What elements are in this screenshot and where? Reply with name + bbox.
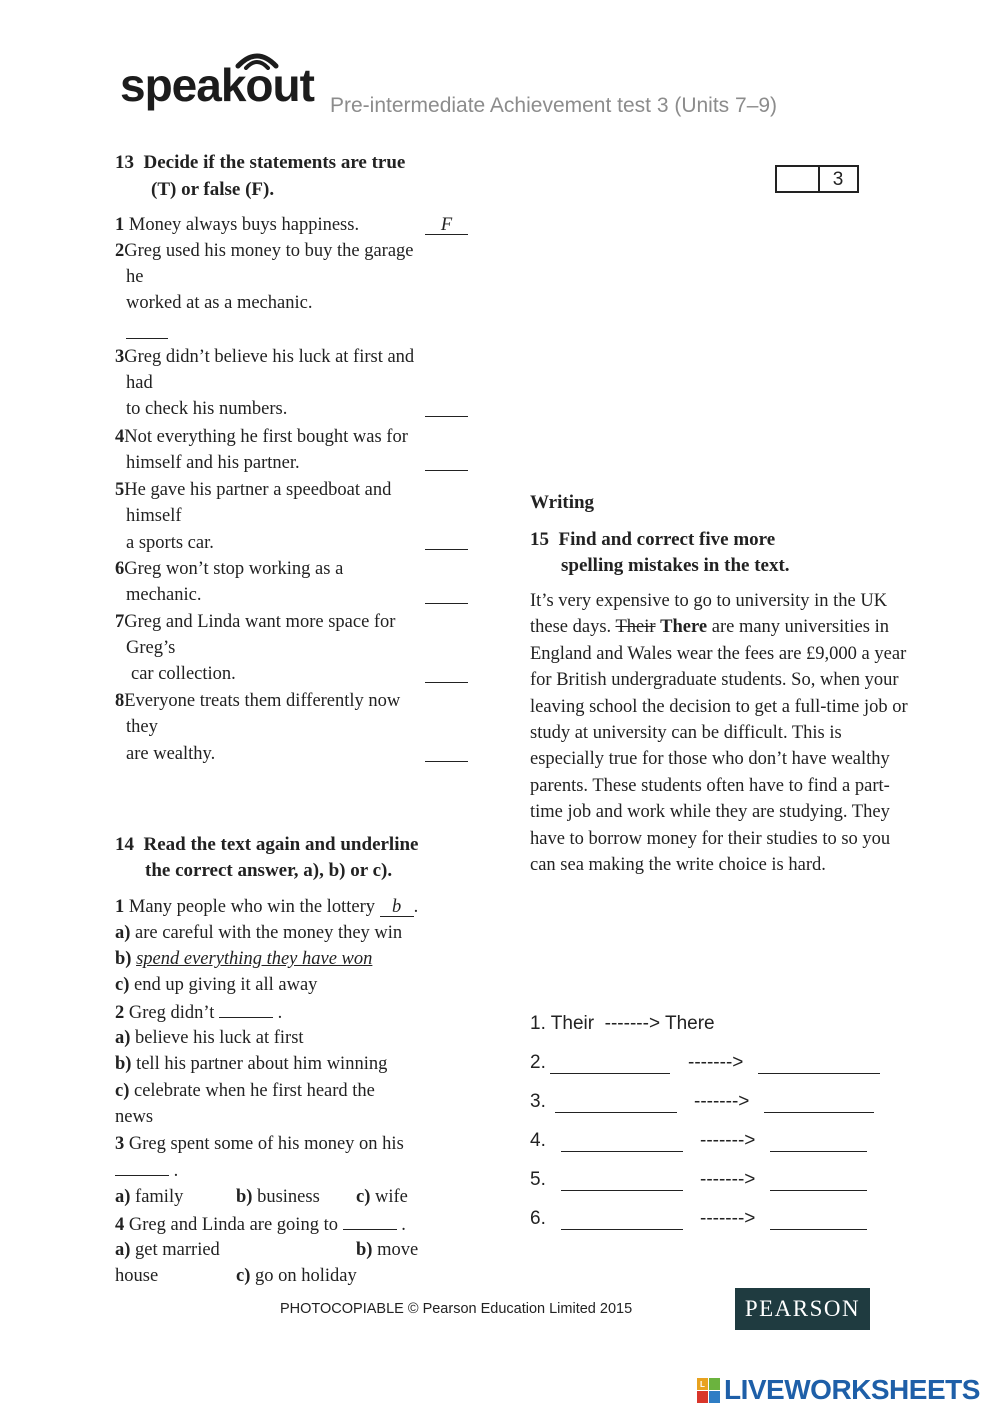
correction-row-3-arrow: ------->	[694, 1091, 750, 1112]
q13-answer-4[interactable]	[425, 452, 468, 471]
q14-q1-option-b[interactable]: b) spend everything they have won	[115, 949, 373, 969]
q13-heading: 13 Decide if the statements are true	[115, 152, 406, 173]
speakout-logo: speakout	[120, 59, 314, 111]
score-value: 3	[832, 169, 844, 190]
q13-item-1: 1 Money always buys happiness.	[115, 215, 360, 235]
struck-word: Their	[615, 617, 656, 638]
q15-heading-line2: spelling mistakes in the text.	[561, 555, 790, 576]
q14-q4-option-b-line2: house	[115, 1266, 159, 1286]
q14-q3-option-c[interactable]: c) wife	[356, 1187, 408, 1207]
q13-item-7-line2: Greg’s	[126, 638, 176, 658]
correction-row-6-arrow: ------->	[700, 1208, 756, 1229]
q14-q3-option-a[interactable]: a) family	[115, 1187, 184, 1207]
correction-3-right[interactable]	[764, 1096, 874, 1113]
liveworksheets-watermark: LIVEWORKSHEETS	[724, 1374, 980, 1405]
liveworksheets-badge-icon	[697, 1378, 721, 1404]
q13-item-6: 6Greg won’t stop working as a	[115, 559, 344, 579]
q14-q4-option-b[interactable]: b) move	[356, 1240, 419, 1260]
q13-heading-line2: (T) or false (F).	[151, 179, 275, 200]
q15-heading: 15 Find and correct five more	[530, 529, 776, 550]
correction-row-3-num: 3.	[530, 1091, 546, 1112]
correction-row-5-arrow: ------->	[700, 1169, 756, 1190]
q14-q2-option-b[interactable]: b) tell his partner about him winning	[115, 1054, 388, 1074]
q14-heading: 14 Read the text again and underline	[115, 834, 419, 855]
q13-answer-2[interactable]	[126, 320, 168, 339]
correction-5-wrong[interactable]	[561, 1174, 683, 1191]
q13-item-6-line2: mechanic.	[126, 585, 202, 605]
q13-answer-1[interactable]: F	[425, 212, 468, 235]
q13-answer-3[interactable]	[425, 398, 468, 417]
correction-6-wrong[interactable]	[561, 1213, 683, 1230]
correction-4-right[interactable]	[770, 1135, 867, 1152]
page-subtitle: Pre-intermediate Achievement test 3 (Units 7–9)	[330, 94, 778, 117]
q13-item-2-line3: worked at as a mechanic.	[126, 293, 313, 313]
q13-item-8-line3: are wealthy.	[126, 744, 216, 764]
q13-answer-7[interactable]	[425, 664, 468, 683]
correction-6-right[interactable]	[770, 1213, 867, 1230]
q13-item-2: 2Greg used his money to buy the garage	[115, 241, 414, 261]
q14-q2-option-c[interactable]: c) celebrate when he first heard the	[115, 1081, 375, 1101]
q13-item-5-line3: a sports car.	[126, 533, 214, 553]
writing-heading: Writing	[530, 492, 595, 513]
q13-answer-6[interactable]	[425, 585, 468, 604]
q14-answer-2[interactable]	[219, 999, 273, 1018]
q14-heading-line2: the correct answer, a), b) or c).	[145, 860, 393, 881]
q14-answer-1[interactable]: b	[380, 898, 414, 917]
q14-question-2: 2 Greg didn’t .	[115, 999, 282, 1026]
correction-row-2-arrow: ------->	[688, 1052, 744, 1073]
q14-answer-4[interactable]	[343, 1211, 397, 1230]
q13-item-8-line2: they	[126, 717, 158, 737]
correction-row-6-num: 6.	[530, 1208, 546, 1229]
correction-row-1: 1. Their -------> There	[530, 1013, 715, 1034]
q14-q1-option-a[interactable]: a) are careful with the money they win	[115, 923, 403, 943]
q13-item-3-line3: to check his numbers.	[126, 399, 288, 419]
q14-q3-option-b[interactable]: b) business	[236, 1187, 320, 1207]
q13-item-3-line2: had	[126, 373, 153, 393]
correction-3-wrong[interactable]	[555, 1096, 677, 1113]
pearson-logo: PEARSON	[735, 1288, 870, 1330]
q14-q4-option-a[interactable]: a) get married	[115, 1240, 220, 1260]
q14-q2-option-a[interactable]: a) believe his luck at first	[115, 1028, 304, 1048]
signal-arc-icon	[232, 48, 282, 70]
q14-question-1: 1 Many people who win the lottery b .	[115, 897, 419, 917]
q14-q1-option-c[interactable]: c) end up giving it all away	[115, 975, 318, 995]
q13-item-5: 5He gave his partner a speedboat and	[115, 480, 392, 500]
q13-item-3: 3Greg didn’t believe his luck at first and	[115, 347, 415, 367]
q14-answer-3[interactable]	[115, 1157, 169, 1176]
q13-item-4-line2: himself and his partner.	[126, 453, 300, 473]
corrected-word: There	[660, 617, 708, 638]
q13-answer-5[interactable]	[425, 531, 468, 550]
badge-letter: L	[700, 1380, 705, 1389]
correction-row-2-num: 2.	[530, 1052, 546, 1073]
correction-row-4-num: 4.	[530, 1130, 546, 1151]
q14-q3-blank-line: .	[115, 1157, 178, 1184]
correction-2-wrong[interactable]	[550, 1057, 670, 1074]
q13-item-7-line3: car collection.	[131, 664, 236, 684]
q14-q2-option-c-line2: news	[115, 1107, 154, 1127]
q13-item-4: 4Not everything he first bought was for	[115, 427, 408, 447]
writing-text: It’s very expensive to go to university in the UK these days. Their There are many universities in England and Wales wear the fees are £9,000 a year for British undergraduate students. So, when your leaving school the decision to get a full-time job or study at university can be difficult. This is especially true for those who don’t have wealthy parents. These students often have to find a part-time job and work while they are studying. They have to borrow money for their studies to so you can sea making the write choice is hard.	[530, 591, 908, 876]
correction-row-4-arrow: ------->	[700, 1130, 756, 1151]
q13-item-7: 7Greg and Linda want more space for	[115, 612, 396, 632]
q13-item-2-line2: he	[126, 267, 144, 287]
correction-row-5-num: 5.	[530, 1169, 546, 1190]
q13-item-8: 8Everyone treats them differently now	[115, 691, 401, 711]
q13-item-5-line2: himself	[126, 506, 182, 526]
q14-q4-option-c[interactable]: c) go on holiday	[236, 1266, 357, 1286]
q13-answer-8[interactable]	[425, 743, 468, 762]
copyright-notice: PHOTOCOPIABLE © Pearson Education Limited 2015	[280, 1301, 633, 1317]
correction-5-right[interactable]	[770, 1174, 867, 1191]
correction-2-right[interactable]	[758, 1057, 880, 1074]
q14-question-3: 3 Greg spent some of his money on his	[115, 1134, 404, 1154]
q14-question-4: 4 Greg and Linda are going to .	[115, 1211, 406, 1238]
score-box	[775, 165, 859, 193]
correction-4-wrong[interactable]	[561, 1135, 683, 1152]
